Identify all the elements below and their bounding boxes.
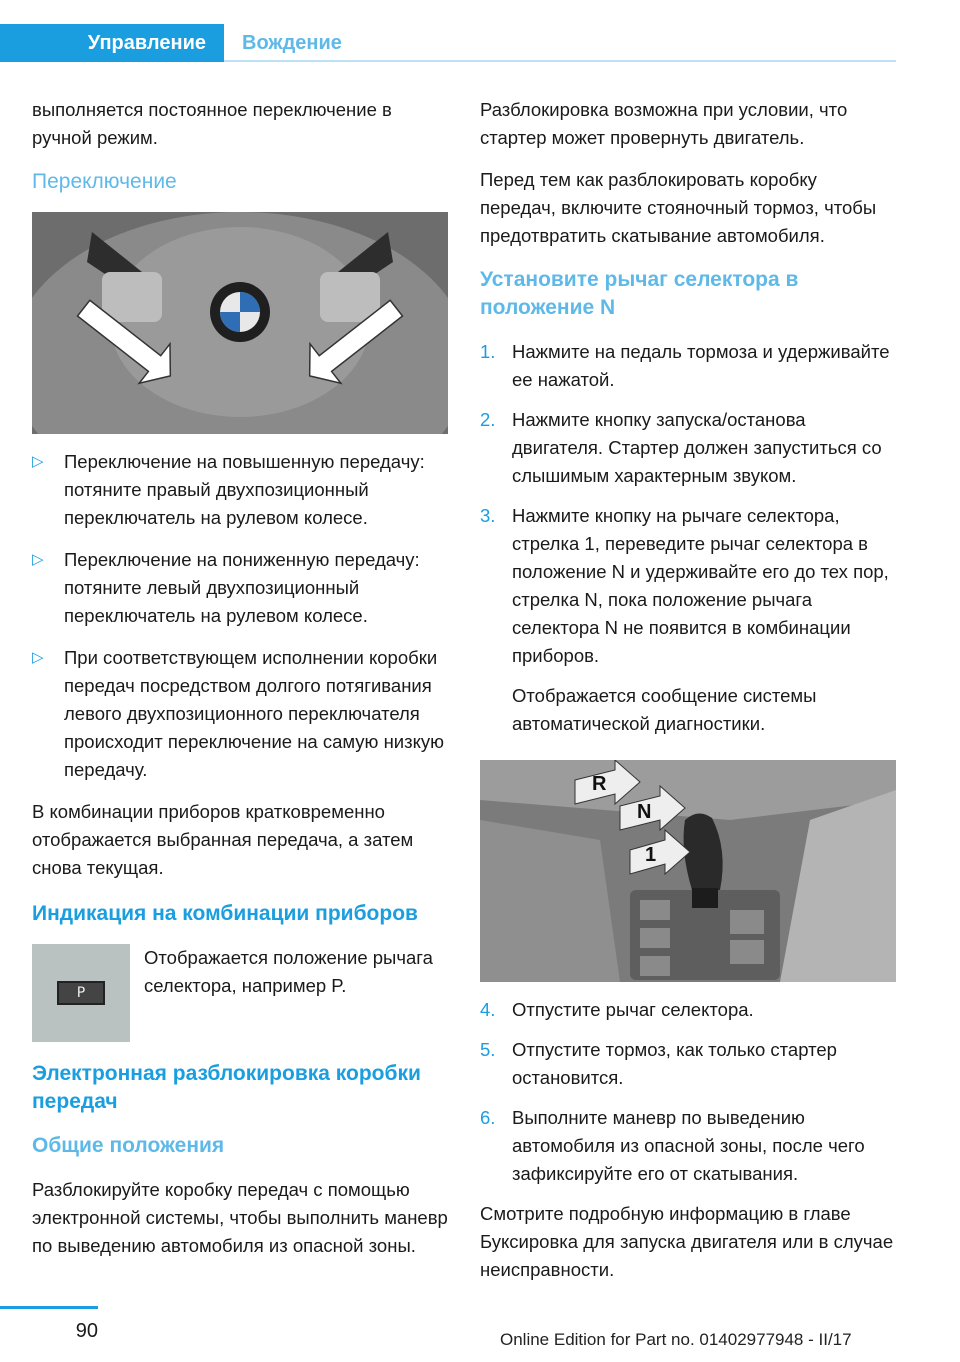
bullet-text: Переключение на пониженную передачу: потяните левый двухпозиционный переключатель на рулевом колесе. xyxy=(64,549,420,626)
step-text: Отпустите рычаг селектора. xyxy=(512,999,754,1020)
bullet-text: Переключение на повышенную передачу: потяните правый двухпозиционный переключатель на рулевом колесе. xyxy=(64,451,425,528)
indicator-row xyxy=(32,944,448,1042)
gear-indicator-figure xyxy=(32,944,130,1042)
arrow-1-label: 1 xyxy=(645,844,657,866)
arrow-n-label: N xyxy=(637,801,652,823)
footer-divider xyxy=(0,1306,98,1309)
step-text: Нажмите кнопку на рычаге селектора, стрелка 1, переведите рычаг селектора в положение N и удерживайте его до тех пор, стрелка N, пока положение рычага селектора N не появится в комбинации приборов. xyxy=(512,505,889,666)
left-column xyxy=(32,96,448,1274)
list-item xyxy=(32,644,448,784)
steering-wheel-figure xyxy=(32,212,448,434)
shift-bullets xyxy=(32,448,448,784)
closing-paragraph: Смотрите подробную информацию в главе Буксировка для запуска двигателя или в случае неисправности. xyxy=(480,1203,894,1280)
step-subtext: Отображается сообщение системы автоматической диагностики. xyxy=(512,685,817,734)
step-number: 6. xyxy=(480,1107,496,1128)
step-text: Нажмите кнопку запуска/останова двигателя. Стартер должен запуститься со слышимым характерным звуком. xyxy=(512,409,882,486)
intro-paragraph: выполняется постоянное переключение в ручной режим. xyxy=(32,99,392,148)
steps-list-a xyxy=(480,338,896,738)
triangle-icon: ▷ xyxy=(32,453,44,470)
selector-lever-figure xyxy=(480,760,896,982)
step-item xyxy=(480,1104,896,1188)
right-column xyxy=(480,96,896,1298)
tab-controls[interactable]: Управление xyxy=(0,24,224,62)
step-number: 1. xyxy=(480,341,496,362)
step-text: Нажмите на педаль тормоза и удерживайте ее нажатой. xyxy=(512,341,890,390)
edition-text: Online Edition for Part no. 01402977948 - II/17 xyxy=(500,1330,852,1349)
step-item xyxy=(480,502,896,738)
steps-list-b xyxy=(480,996,896,1188)
triangle-icon: ▷ xyxy=(32,649,44,666)
step-number: 3. xyxy=(480,505,496,526)
step-item xyxy=(480,338,896,394)
page-number: 90 xyxy=(75,1320,98,1342)
indication-text: Отображается положение рычага селектора, например P. xyxy=(144,947,433,996)
step-text: Отпустите тормоз, как только стартер остановится. xyxy=(512,1039,837,1088)
parking-brake-paragraph: Перед тем как разблокировать коробку передач, включите стояночный тормоз, чтобы предотвратить скатывание автомобиля. xyxy=(480,169,877,246)
list-item xyxy=(32,546,448,630)
after-bullets-paragraph: В комбинации приборов кратковременно отображается выбранная передача, а затем снова текущая. xyxy=(32,801,414,878)
tab-driving[interactable]: Вождение xyxy=(242,31,342,54)
step-number: 2. xyxy=(480,409,496,430)
heading-general: Общие положения xyxy=(32,1134,225,1157)
heading-shift: Переключение xyxy=(32,170,177,193)
heading-indication: Индикация на комбинации приборов xyxy=(32,902,418,925)
gear-p-icon: P xyxy=(57,981,105,1005)
heading-unlock: Электронная разблокировка коробки передач xyxy=(32,1062,421,1113)
header-divider xyxy=(224,60,896,62)
bullet-text: При соответствующем исполнении коробки передач посредством долгого потягивания левого двухпозиционного переключателя происходит переключение на самую низкую передачу. xyxy=(64,647,445,780)
top-bar xyxy=(0,0,960,64)
step-number: 4. xyxy=(480,999,496,1020)
step-item xyxy=(480,1036,896,1092)
step-text: Выполните маневр по выведению автомобиля из опасной зоны, после чего зафиксируйте его от скатывания. xyxy=(512,1107,865,1184)
arrow-r-label: R xyxy=(592,773,607,795)
step-item xyxy=(480,996,896,1024)
general-paragraph: Разблокируйте коробку передач с помощью электронной системы, чтобы выполнить маневр по выведению автомобиля из опасной зоны. xyxy=(32,1179,448,1256)
heading-set-n: Установите рычаг селектора в положение N xyxy=(480,268,799,319)
step-number: 5. xyxy=(480,1039,496,1060)
step-item xyxy=(480,406,896,490)
triangle-icon: ▷ xyxy=(32,551,44,568)
list-item xyxy=(32,448,448,532)
condition-paragraph: Разблокировка возможна при условии, что стартер может провернуть двигатель. xyxy=(480,99,848,148)
